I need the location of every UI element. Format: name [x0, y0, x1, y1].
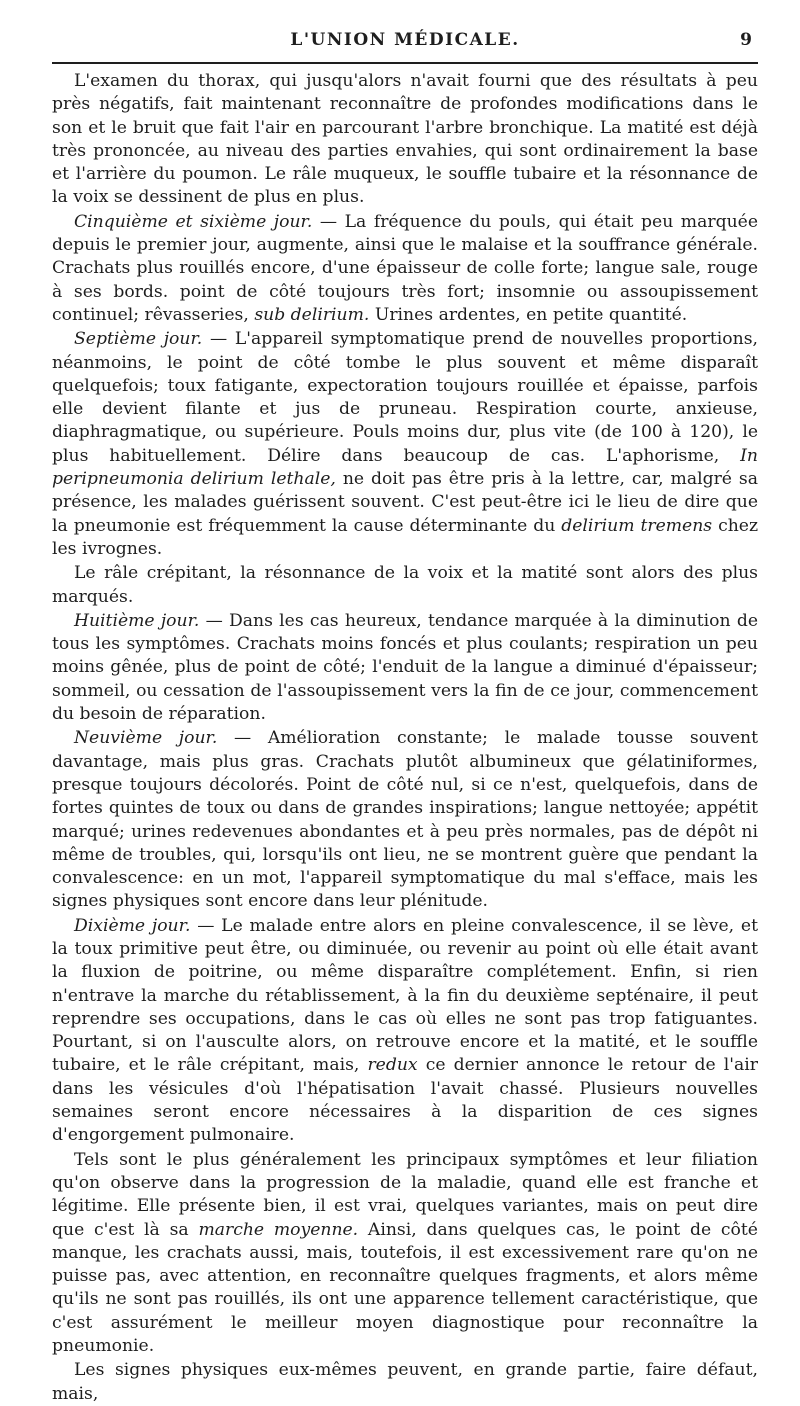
italic-text: Septième jour.	[74, 329, 203, 350]
italic-text: Dixième jour.	[74, 915, 191, 936]
paragraph-text: — Dans les cas heureux, tendance marquée à la diminution de tous les symptômes. Crachats moins foncés et plus coulants; respiration un peu moins gênée, plus de point de côté; l'enduit de la langue a diminué d'épaisseur; sommeil, ou cessation de l'assoupissement vers la fin de ce jour, commencement du besoin de réparation.	[52, 610, 758, 725]
paragraph-text: chez les ivrognes.	[52, 515, 759, 559]
paragraph-p2	[52, 211, 758, 327]
paragraph-text: L'examen du thorax, qui jusqu'alors n'avait fourni que des résultats à peu près négatifs, fait maintenant reconnaître de profondes modifications dans le son et le bruit que fait l'air en parcourant l'arbre bronchique. La matité est déjà très prononcée, au niveau des parties envahies, qui sont ordinairement la base et l'arrière du poumon. Le râle muqueux, le souffle tubaire et la résonnance de la voix se dessinent de plus en plus.	[52, 71, 758, 208]
italic-text: In peripneumonia delirium lethale,	[52, 445, 758, 490]
paragraph-p1	[52, 70, 758, 210]
page-number: 9	[740, 30, 752, 50]
italic-text: marche moyenne.	[198, 1219, 359, 1240]
paragraph-text: Urines ardentes, en petite quantité.	[369, 304, 688, 325]
paragraph-text: ne doit pas être pris à la lettre, car, malgré sa présence, les malades guérissent souvent. C'est peut-être ici le lieu de dire que la pneumonie est fréquemment la cause déterminante du	[52, 469, 758, 536]
paragraph-p8	[52, 1149, 758, 1359]
paragraph-p9	[52, 1359, 758, 1406]
italic-text: Huitième jour.	[74, 610, 200, 631]
italic-text: Neuvième jour.	[74, 728, 218, 749]
paragraph-p6	[52, 727, 758, 913]
italic-text: redux	[367, 1055, 418, 1076]
paragraph-text: Tels sont le plus généralement les principaux symptômes et leur filiation qu'on observe dans la progression de la maladie, quand elle est franche et légitime. Elle présente bien, il est vrai, quelques variantes, mais on peut dire que c'est là sa	[52, 1149, 758, 1240]
paragraph-text: — Le malade entre alors en pleine convalescence, il se lève, et la toux primitive peut être, ou diminuée, ou revenir au point où elle était avant la fluxion de poitrine, ou même disparaître complétement. Enfin, si rien n'entrave la marche du rétablissement, à la fin du deuxième septénaire, il peut reprendre ses occupations, dans le cas où elles ne sont pas trop fatiguantes. Pourtant, si on l'ausculte alors, on retrouve encore et la matité, et le souffle tubaire, et le râle crépitant, mais,	[52, 915, 758, 1076]
paragraph-text: Le râle crépitant, la résonnance de la voix et la matité sont alors des plus marqués.	[52, 563, 758, 607]
paragraph-text: Les signes physiques eux-mêmes peuvent, en grande partie, faire défaut, mais,	[52, 1360, 758, 1404]
running-header	[52, 22, 758, 52]
paragraph-p4	[52, 562, 758, 609]
italic-text: delirium tremens	[561, 515, 713, 536]
paragraph-p7	[52, 915, 758, 1148]
paragraph-text: Ainsi, dans quelques cas, le point de côté manque, les crachats aussi, mais, toutefois, il est excessivement rare qu'on ne puisse pas, avec attention, en reconnaître quelques fragments, et alors même qu'ils ne sont pas rouillés, ils ont une apparence tellement caractéristique, que c'est assurément le meilleur moyen diagnostique pour reconnaître la pneumonie.	[52, 1219, 758, 1357]
paragraph-p3	[52, 328, 758, 561]
italic-text: sub delirium.	[254, 304, 370, 325]
header-rule	[52, 62, 758, 64]
paragraph-text: — La fréquence du pouls, qui était peu marquée depuis le premier jour, augmente, ainsi que le malaise et la souffrance générale. Crachats plus rouillés encore, d'une épaisseur de colle forte; langue sale, rouge à ses bords. point de côté toujours très fort; insomnie ou assoupissement continuel; rêvasseries,	[52, 211, 758, 325]
paragraph-p5	[52, 610, 758, 726]
journal-title: L'UNION MÉDICALE.	[290, 30, 520, 50]
paragraph-text: ce dernier annonce le retour de l'air dans les vésicules d'où l'hépatisation l'avait chassé. Plusieurs nouvelles semaines seront encore nécessaires à la disparition de ces signes d'engorgement pulmonaire.	[52, 1055, 758, 1146]
paragraph-text: — Amélioration constante; le malade tousse souvent davantage, mais plus gras. Crachats plutôt albumineux que gélatiniformes, presque toujours décolorés. Point de côté nul, si ce n'est, quelquefois, dans de fortes quintes de toux ou dans de grandes inspirations; langue nettoyée; appétit marqué; urines redevenues abondantes et à peu près normales, pas de dépôt ni même de troubles, qui, lorsqu'ils ont lieu, ne se montrent guère que pendant la convalescence: en un mot, l'appareil symptomatique du mal s'efface, mais les signes physiques sont encore dans leur plénitude.	[52, 728, 758, 912]
article-body	[52, 70, 758, 1406]
italic-text: Cinquième et sixième jour.	[74, 211, 313, 232]
paragraph-text: — L'appareil symptomatique prend de nouvelles proportions, néanmoins, le point de côté tombe le plus souvent et même disparaît quelquefois; toux fatigante, expectoration toujours rouillée et épaisse, parfois elle devient filante et jus de pruneau. Respiration courte, anxieuse, diaphragmatique, ou supérieure. Pouls moins dur, plus vite (de 100 à 120), le plus habituellement. Délire dans beaucoup de cas. L'aphorisme,	[52, 329, 758, 466]
